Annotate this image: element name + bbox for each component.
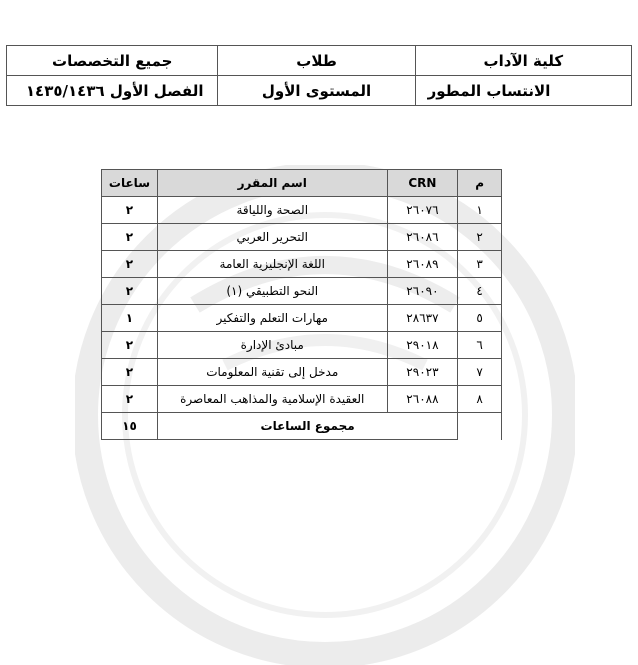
cell-course-name: مهارات التعلم والتفكير xyxy=(157,305,387,332)
cell-num: ٥ xyxy=(458,305,502,332)
cell-crn: ٢٦٠٩٠ xyxy=(387,278,458,305)
cell-num: ٨ xyxy=(458,386,502,413)
semester-label: الفصل الأول ١٤٣٥/١٤٣٦ xyxy=(7,76,218,106)
cell-num: ٢ xyxy=(458,224,502,251)
cell-crn: ٢٩٠٢٣ xyxy=(387,359,458,386)
cell-crn: ٢٦٠٨٦ xyxy=(387,224,458,251)
cell-course-name: النحو التطبيقي (١) xyxy=(157,278,387,305)
header-row-2 xyxy=(7,76,632,106)
cell-crn: ٢٦٠٧٦ xyxy=(387,197,458,224)
cell-num: ٣ xyxy=(458,251,502,278)
total-blank-cell xyxy=(458,413,502,440)
cell-hours: ٢ xyxy=(102,224,158,251)
cell-course-name: مبادئ الإدارة xyxy=(157,332,387,359)
cell-course-name: العقيدة الإسلامية والمذاهب المعاصرة xyxy=(157,386,387,413)
table-row xyxy=(102,224,502,251)
cell-course-name: مدخل إلى تقنية المعلومات xyxy=(157,359,387,386)
cell-hours: ٢ xyxy=(102,278,158,305)
cell-hours: ٢ xyxy=(102,197,158,224)
total-label: مجموع الساعات xyxy=(157,413,457,440)
cell-crn: ٢٦٠٨٨ xyxy=(387,386,458,413)
level-label: المستوى الأول xyxy=(218,76,415,106)
cell-num: ١ xyxy=(458,197,502,224)
table-row xyxy=(102,197,502,224)
cell-crn: ٢٨٦٣٧ xyxy=(387,305,458,332)
students-label: طلاب xyxy=(218,46,415,76)
table-row xyxy=(102,359,502,386)
cell-course-name: التحرير العربي xyxy=(157,224,387,251)
cell-hours: ٢ xyxy=(102,386,158,413)
header-info-table xyxy=(6,45,632,106)
specialties-label: جميع التخصصات xyxy=(7,46,218,76)
total-hours: ١٥ xyxy=(102,413,158,440)
cell-course-name: اللغة الإنجليزية العامة xyxy=(157,251,387,278)
cell-crn: ٢٩٠١٨ xyxy=(387,332,458,359)
table-row xyxy=(102,305,502,332)
cell-hours: ١ xyxy=(102,305,158,332)
col-header-num: م xyxy=(458,170,502,197)
college-name: كلية الآداب xyxy=(415,46,631,76)
table-row xyxy=(102,332,502,359)
cell-num: ٤ xyxy=(458,278,502,305)
courses-header-row xyxy=(102,170,502,197)
cell-course-name: الصحة واللياقة xyxy=(157,197,387,224)
courses-body xyxy=(102,197,502,413)
cell-hours: ٢ xyxy=(102,359,158,386)
total-row xyxy=(102,413,502,440)
cell-num: ٧ xyxy=(458,359,502,386)
courses-table xyxy=(101,169,502,440)
cell-hours: ٢ xyxy=(102,332,158,359)
col-header-name: اسم المقرر xyxy=(157,170,387,197)
col-header-hours: ساعات xyxy=(102,170,158,197)
cell-hours: ٢ xyxy=(102,251,158,278)
program-name: الانتساب المطور xyxy=(415,76,631,106)
cell-crn: ٢٦٠٨٩ xyxy=(387,251,458,278)
col-header-crn: CRN xyxy=(387,170,458,197)
table-row xyxy=(102,251,502,278)
table-row xyxy=(102,386,502,413)
header-row-1 xyxy=(7,46,632,76)
cell-num: ٦ xyxy=(458,332,502,359)
table-row xyxy=(102,278,502,305)
